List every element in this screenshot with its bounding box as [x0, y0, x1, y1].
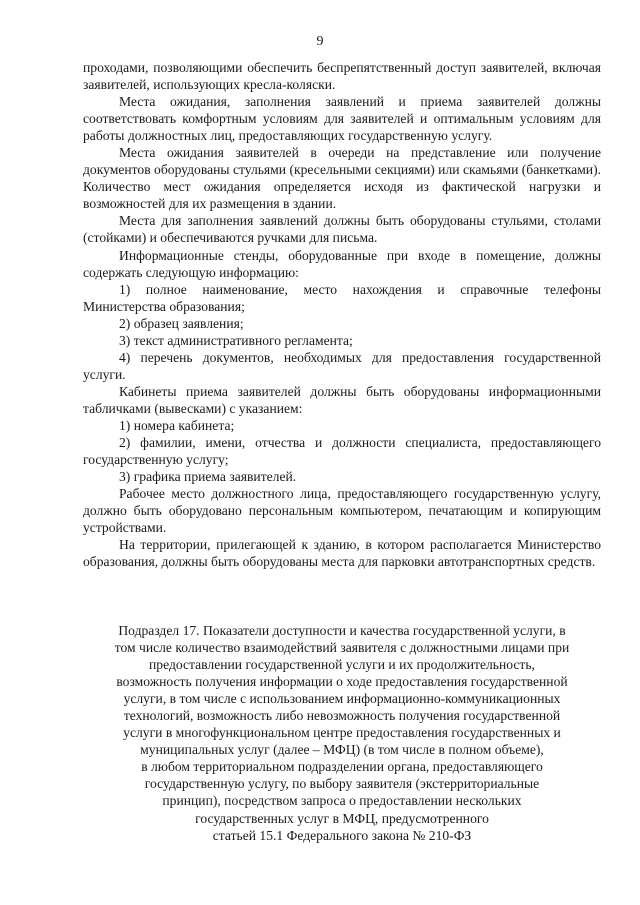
page-number: 9	[316, 34, 324, 49]
body-text	[83, 59, 601, 570]
paragraph: Рабочее место должностного лица, предоставляющего государственную услугу, должно быть оборудовано персональным компьютером, печатающим и копирующим устройствами.	[83, 486, 601, 536]
paragraph: Места для заполнения заявлений должны быть оборудованы стульями, столами (стойками) и обеспечиваются ручками для письма.	[83, 213, 601, 246]
section-heading-line: том числе количество взаимодействий заявителя с должностными лицами при	[114, 640, 570, 656]
section-heading-line: возможность получения информации о ходе предоставления государственной	[116, 674, 568, 690]
section-heading-line: статьей 15.1 Федерального закона № 210-ФЗ	[212, 827, 472, 843]
section-heading-line: услуги, в том числе с использованием информационно-коммуникационных	[123, 691, 561, 707]
paragraph: Места ожидания заявителей в очереди на представление или получение документов оборудованы стульями (кресельными секциями) или скамьями (банкетками). Количество мест ожидания определяется исходя из фактической нагрузки и возможностей для их размещения в здании.	[83, 145, 601, 212]
section-heading-line: технологий, возможность либо невозможность получения государственной	[123, 708, 561, 724]
paragraph: проходами, позволяющими обеспечить беспрепятственный доступ заявителей, включая заявителей, использующих кресла-коляски.	[83, 60, 601, 93]
list-item: 1) полное наименование, место нахождения и справочные телефоны Министерства образования;	[83, 281, 601, 314]
list-item: 4) перечень документов, необходимых для предоставления государственной услуги.	[83, 349, 601, 382]
section-heading-line: государственную услугу, по выбору заявителя (экстерриториальные	[144, 776, 540, 792]
paragraph: На территории, прилегающей к зданию, в котором располагается Министерство образования, должны быть оборудованы места для парковки автотранспортных средств.	[83, 537, 601, 570]
section-heading	[83, 622, 601, 844]
list-item: 2) образец заявления;	[119, 315, 244, 331]
list-item: 2) фамилии, имени, отчества и должности специалиста, предоставляющего государственную услугу;	[83, 435, 601, 468]
section-heading-line: муниципальных услуг (далее – МФЦ) (в том числе в полном объеме),	[140, 742, 544, 758]
section-heading-line: государственных услуг в МФЦ, предусмотренного	[195, 810, 489, 826]
list-item: 3) графика приема заявителей.	[119, 469, 297, 485]
section-heading-line: услуги в многофункциональном центре предоставления государственных и	[123, 725, 561, 741]
section-heading-line: предоставлении государственной услуги и их продолжительность,	[149, 657, 535, 673]
list-item: 1) номера кабинета;	[119, 417, 235, 433]
paragraph: Информационные стенды, оборудованные при входе в помещение, должны содержать следующую информацию:	[83, 247, 601, 280]
paragraph: Кабинеты приема заявителей должны быть оборудованы информационными табличками (вывесками) с указанием:	[83, 383, 601, 416]
section-heading-line: Подраздел 17. Показатели доступности и качества государственной услуги, в	[118, 623, 566, 638]
section-heading-line: принцип), посредством запроса о предоставлении нескольких	[162, 793, 522, 809]
list-item: 3) текст административного регламента;	[119, 332, 353, 348]
section-heading-line: в любом территориальном подразделении органа, предоставляющего	[141, 759, 543, 775]
paragraph: Места ожидания, заполнения заявлений и приема заявителей должны соответствовать комфортным условиям для заявителей и оптимальным условиям для работы должностных лиц, предоставляющих государственную услугу.	[83, 94, 601, 144]
